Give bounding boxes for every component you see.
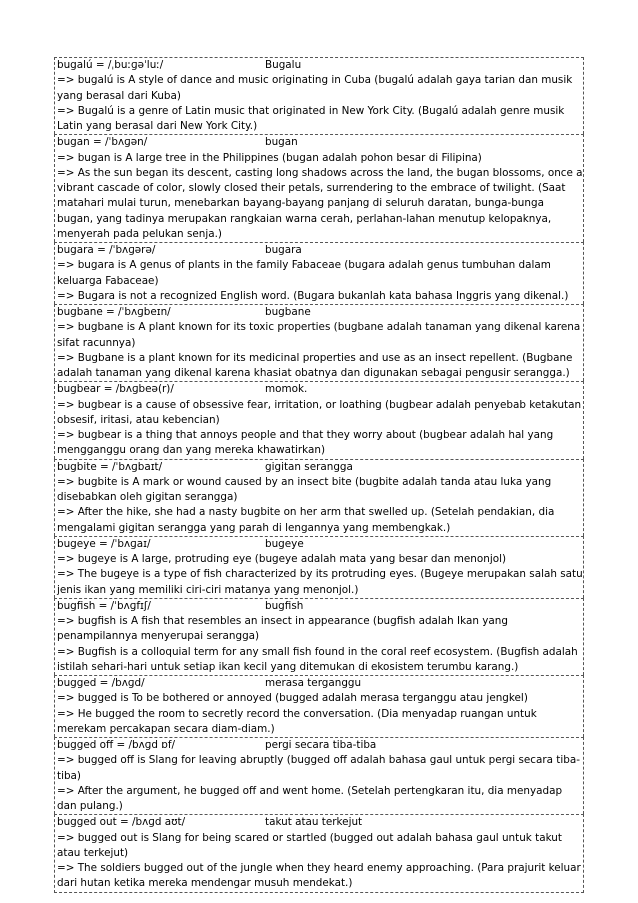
entry-definition: => bugbite is A mark or wound caused by an insect bite (bugbite adalah tanda atau luka yang disebabkan oleh gigitan serangga) (57, 475, 552, 503)
entry-example: => bugbear is a thing that annoys people and that they worry about (bugbear adalah hal yang mengganggu orang dan yang mereka khawatirkan) (57, 429, 554, 457)
entry-header (57, 599, 583, 614)
dictionary-entry (54, 304, 584, 381)
entry-translation: pergi secara tiba-tiba (265, 739, 377, 751)
entry-example: => The soldiers bugged out of the jungle when they heard enemy approaching. (Para prajurit keluar dari hutan ketika mereka mendengar musuh mendekat.) (57, 862, 581, 890)
entry-term-pronunciation: bugfish = /ˈbʌɡfɪʃ/ (57, 599, 151, 612)
entry-term-pronunciation: bugbite = /ˈbʌɡbaɪt/ (57, 460, 163, 473)
entry-translation: merasa terganggu (265, 677, 362, 689)
entry-term-pronunciation: bugged off = /bʌɡd ɒf/ (57, 739, 175, 751)
dictionary-entry (54, 675, 584, 737)
entry-translation: Bugalu (265, 59, 302, 71)
dictionary-entry (54, 134, 584, 242)
entry-definition: => bugara is A genus of plants in the family Fabaceae (bugara adalah genus tumbuhan dalam keluarga Fabaceae) (57, 259, 551, 287)
entry-definition: => bugeye is A large, protruding eye (bugeye adalah mata yang besar dan menonjol) (57, 553, 507, 565)
entry-header (57, 243, 583, 258)
entry-header (57, 58, 583, 73)
entry-list (54, 57, 584, 893)
entry-definition: => bugged is To be bothered or annoyed (bugged adalah merasa terganggu atau jengkel) (57, 692, 528, 705)
entry-definition: => bugged out is Slang for being scared or startled (bugged out adalah bahasa gaul untuk takut atau terkejut) (57, 831, 562, 859)
entry-definition: => bugbane is A plant known for its toxic properties (bugbane adalah tanaman yang dikenal karena sifat racunnya) (57, 321, 581, 349)
dictionary-page (54, 57, 584, 893)
entry-example: => He bugged the room to secretly record the conversation. (Dia menyadap ruangan untuk merekam percakapan secara diam-diam.) (57, 707, 537, 735)
entry-term-pronunciation: bugbear = /bʌɡbeə(r)/ (57, 383, 174, 396)
entry-term-pronunciation: bugalú = /ˌbuːɡəˈluː/ (57, 59, 164, 71)
entry-header (57, 382, 583, 397)
entry-translation: bugeye (265, 537, 304, 550)
entry-example: => As the sun began its descent, casting long shadows across the land, the bugan blossoms, once a vibrant cascade of color, slowly closed their petals, surrendering to the embrace of twilight. (Saat matahari mulai turun, menebarkan bayang-bayang panjang di seluruh daratan, bunga-bunga bugan, yang tadinya merupakan rangkaian warna cerah, perlahan-lahan menutup kelopaknya, menyerah pada pelukan senja.) (57, 166, 583, 240)
entry-definition: => bugalú is A style of dance and music originating in Cuba (bugalú adalah gaya tarian dan musik yang berasal dari Kuba) (57, 74, 573, 102)
entry-translation: momok. (265, 383, 308, 396)
entry-example: => Bugalú is a genre of Latin music that originated in New York City. (Bugalú adalah genre musik Latin yang berasal dari New York City.) (57, 104, 565, 132)
entry-header (57, 676, 583, 691)
entry-example: => Bugara is not a recognized English word. (Bugara bukanlah kata bahasa Inggris yang dikenal.) (57, 289, 569, 302)
dictionary-entry (54, 536, 584, 598)
entry-translation: bugbane (265, 306, 311, 318)
dictionary-entry (54, 57, 584, 134)
entry-term-pronunciation: bugeye = /ˈbʌɡaɪ/ (57, 537, 151, 550)
entry-term-pronunciation: bugan = /ˈbʌɡən/ (57, 136, 148, 149)
entry-definition: => bugged off is Slang for leaving abruptly (bugged off adalah bahasa gaul untuk pergi secara tiba-tiba) (57, 754, 580, 782)
entry-translation: bugan (265, 136, 298, 149)
entry-example: => After the hike, she had a nasty bugbite on her arm that swelled up. (Setelah pendakian, dia mengalami gigitan serangga yang parah di lengannya yang membengkak.) (57, 506, 555, 534)
entry-definition: => bugan is A large tree in the Philippines (bugan adalah pohon besar di Filipina) (57, 151, 482, 164)
entry-header (57, 135, 583, 150)
entry-example: => After the argument, he bugged off and went home. (Setelah pertengkaran itu, dia menyadap dan pulang.) (57, 784, 563, 812)
dictionary-entry (54, 598, 584, 675)
entry-term-pronunciation: bugbane = /ˈbʌɡbeɪn/ (57, 306, 171, 318)
entry-term-pronunciation: bugged out = /bʌɡd aʊt/ (57, 816, 186, 829)
dictionary-entry (54, 242, 584, 304)
entry-example: => The bugeye is a type of fish characterized by its protruding eyes. (Bugeye merupakan salah satu jenis ikan yang memiliki ciri-ciri matanya yang menonjol.) (57, 568, 583, 596)
entry-example: => Bugbane is a plant known for its medicinal properties and use as an insect repellent. (Bugbane adalah tanaman yang dikenal karena khasiat obatnya dan digunakan sebagai pengusir serangga.) (57, 351, 573, 379)
entry-translation: bugara (265, 244, 302, 256)
dictionary-entry (54, 459, 584, 536)
entry-header (57, 305, 583, 320)
entry-translation: bugfish (265, 599, 304, 612)
entry-definition: => bugbear is a cause of obsessive fear, irritation, or loathing (bugbear adalah penyebab ketakutan obsesif, iritasi, atau kebencian) (57, 398, 582, 426)
entry-term-pronunciation: bugara = /ˈbʌɡərə/ (57, 244, 156, 256)
entry-header (57, 537, 583, 552)
dictionary-entry (54, 381, 584, 458)
dictionary-entry (54, 737, 584, 814)
dictionary-entry (54, 814, 584, 892)
entry-term-pronunciation: bugged = /bʌɡd/ (57, 677, 145, 689)
entry-translation: gigitan serangga (265, 460, 353, 473)
entry-definition: => bugfish is A fish that resembles an insect in appearance (bugfish adalah Ikan yang penampilannya menyerupai serangga) (57, 615, 508, 643)
entry-header (57, 815, 583, 830)
entry-translation: takut atau terkejut (265, 816, 363, 829)
entry-example: => Bugfish is a colloquial term for any small fish found in the coral reef ecosystem. (Bugfish adalah istilah sehari-hari untuk setiap ikan kecil yang ditemukan di ekosistem terumbu karang.) (57, 645, 578, 673)
entry-header (57, 460, 583, 475)
entry-header (57, 738, 583, 753)
